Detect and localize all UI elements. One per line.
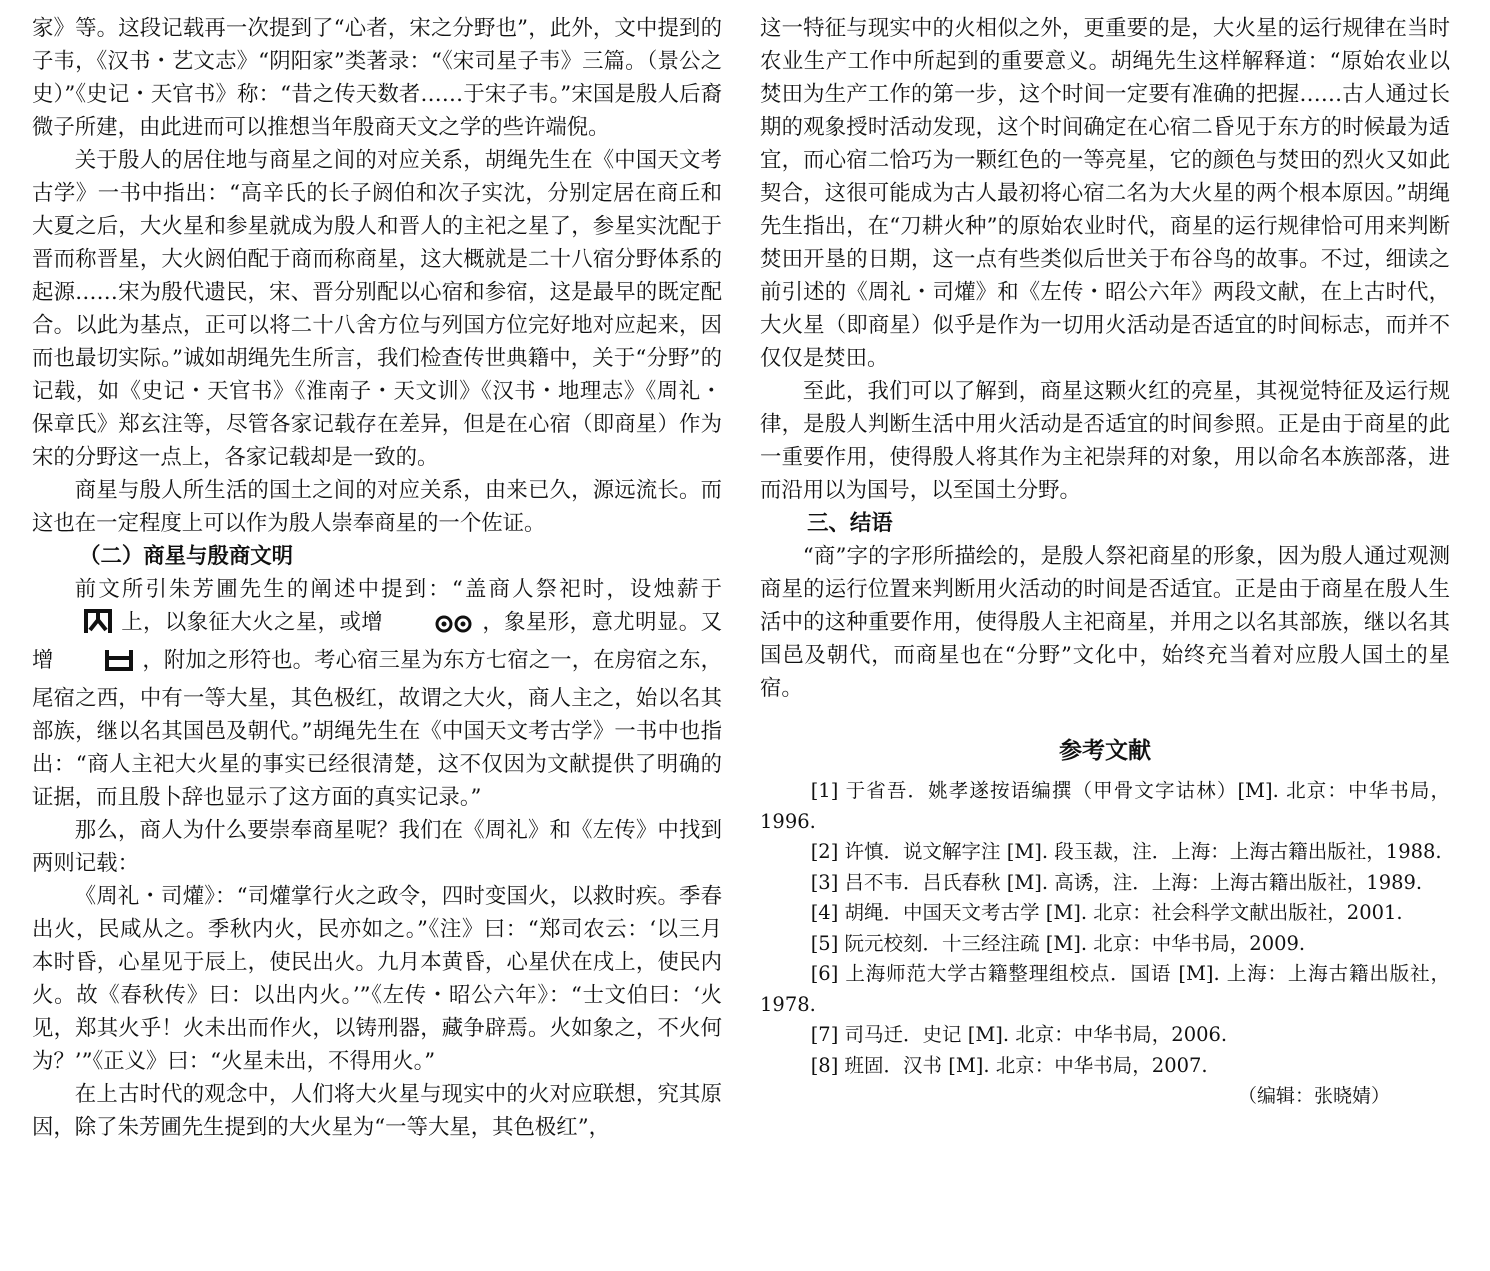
references-title: 参考文献	[1059, 738, 1151, 764]
paragraph: 这一特征与现实中的火相似之外，更重要的是，大火星的运行规律在当时农业生产工作中所起到的重要意义。胡绳先生这样解释道：“原始农业以焚田为生产工作的第一步，这个时间一定要有准确的把握……古人通过长期的观象授时活动发现，这个时间确定在心宿二昏见于东方的时候最为适宜，而心宿二恰巧为一颗红色的一等亮星，它的颜色与焚田的烈火又如此契合，这很可能成为古人最初将心宿二名为大火星的两个根本原因。”胡绳先生指出，在“刀耕火种”的原始农业时代，商星的运行规律恰可用来判断焚田开垦的日期，这一点有些类似后世关于布谷鸟的故事。不过，细读之前引述的《周礼・司爟》和《左传・昭公六年》两段文献，在上古时代，大火星（即商星）似乎是作为一切用火活动是否适宜的时间标志，而并不仅仅是焚田。	[760, 16, 1450, 371]
reference-item: [2] 许慎．说文解字注 [M]. 段玉裁，注．上海：上海古籍出版社，1988.	[810, 840, 1442, 863]
text-run: ，附加之形符也。考心宿三星为东方七宿之一，在房宿之东，尾宿之西，中有一等大星，其色极红，故谓之大火，商人主之，始以名其部族，继以名其国邑及朝代。”胡绳先生在《中国天文考古学》一书中也指出：“商人主祀大火星的事实已经很清楚，这不仅因为文献提供了明确的证据，而且殷卜辞也显示了这方面的真实记录。”	[32, 648, 722, 810]
reference-item: [5] 阮元校刻．十三经注疏 [M]. 北京：中华书局，2009.	[810, 931, 1306, 955]
paragraph: “商”字的字形所描绘的，是殷人祭祀商星的形象，因为殷人通过观测商星的运行位置来判断用火活动的时间是否适宜。正是由于商星在殷人生活中的这种重要作用，使得殷人主祀商星，并用之以名其部族，继以名其国邑及朝代，而商星也在“分野”文化中，始终充当着对应殷人国土的星宿。	[760, 544, 1450, 701]
paragraph: 《周礼・司爟》：“司爟掌行火之政令，四时变国火，以救时疾。季春出火，民咸从之。季秋内火，民亦如之。”《注》曰：“郑司农云：‘以三月本时昏，心星见于辰上，使民出火。九月本黄昏，心星伏在戌上，使民内火。故《春秋传》曰：以出内火。’”《左传・昭公六年》：“士文伯曰：‘火见，郑其火乎！火未出而作火，以铸刑器，藏争辟焉。火如象之，不火何为？’”《正义》曰：“火星未出，不得用火。”	[32, 884, 722, 1074]
right-column	[760, 12, 1450, 1112]
paragraph: 那么，商人为什么要崇奉商星呢？我们在《周礼》和《左传》中找到两则记载：	[32, 818, 722, 876]
oracle-glyph-stars-icon	[391, 611, 474, 644]
reference-item: [7] 司马迁．史记 [M]. 北京：中华书局，2006.	[810, 1023, 1228, 1046]
paragraph: 商星与殷人所生活的国土之间的对应关系，由来已久，源远流长。而这也在一定程度上可以作为殷人崇奉商星的一个佐证。	[32, 478, 722, 536]
section-heading: （二）商星与殷商文明	[79, 544, 293, 569]
reference-item: [4] 胡绳．中国天文考古学 [M]. 北京：社会科学文献出版社，2001.	[810, 901, 1403, 924]
text-run: 上，以象征大火之星，或增	[120, 610, 384, 635]
left-column	[32, 12, 722, 1144]
editor-credit: （编辑：张晓婧）	[1237, 1085, 1390, 1107]
text-run: 前文所引朱芳圃先生的阐述中提到：“盖商人祭祀时，设烛薪于	[74, 577, 722, 602]
reference-item: [6] 上海师范大学古籍整理组校点．国语 [M]. 上海：上海古籍出版社，1978.	[760, 962, 1450, 1016]
references-list	[760, 776, 1450, 1112]
paragraph-with-glyphs	[32, 573, 722, 814]
text-run: ，象星形，意尤明显。又增	[32, 610, 722, 673]
paragraph: 家》等。这段记载再一次提到了“心者，宋之分野也”，此外，文中提到的子韦，《汉书・艺文志》“阴阳家”类著录：“《宋司星子韦》三篇。（景公之史）”《史记・天官书》称：“昔之传天数者……于宋子韦。”宋国是殷人后裔微子所建，由此进而可以推想当年殷商天文之学的些许端倪。	[32, 16, 722, 140]
paragraph: 在上古时代的观念中，人们将大火星与现实中的火对应联想，究其原因，除了朱芳圃先生提到的大火星为“一等大星，其色极红”，	[32, 1082, 722, 1140]
paragraph: 关于殷人的居住地与商星之间的对应关系，胡绳先生在《中国天文考古学》一书中指出：“高辛氏的长子阏伯和次子实沈，分别定居在商丘和大夏之后，大火星和参星就成为殷人和晋人的主祀之星了，参星实沈配于晋而称晋星，大火阏伯配于商而称商星，这大概就是二十八宿分野体系的起源……宋为殷代遗民，宋、晋分别配以心宿和参宿，这是最早的既定配合。以此为基点，正可以将二十八舍方位与列国方位完好地对应起来，因而也最切实际。”诚如胡绳先生所言，我们检查传世典籍中，关于“分野”的记载，如《史记・天官书》《淮南子・天文训》《汉书・地理志》《周礼・保章氏》郑玄注等，尽管各家记载存在差异，但是在心宿（即商星）作为宋的分野这一点上，各家记载却是一致的。	[32, 148, 722, 470]
paragraph: 至此，我们可以了解到，商星这颗火红的亮星，其视觉特征及运行规律，是殷人判断生活中用火活动是否适宜的时间参照。正是由于商星的此一重要作用，使得殷人将其作为主祀崇拜的对象，用以命名本族部落，进而沿用以为国号，以至国土分野。	[760, 379, 1450, 503]
oracle-glyph-nei-icon	[40, 608, 113, 644]
reference-item: [1] 于省吾．姚孝遂按语编撰（甲骨文字诂林）[M]. 北京：中华书局，1996.	[760, 779, 1450, 833]
oracle-glyph-mouth-icon	[61, 648, 134, 682]
reference-item: [3] 吕不韦．吕氏春秋 [M]. 高诱，注．上海：上海古籍出版社，1989.	[810, 870, 1423, 894]
reference-item: [8] 班固．汉书 [M]. 北京：中华书局，2007.	[810, 1053, 1208, 1077]
section-heading: 三、结语	[807, 511, 893, 536]
